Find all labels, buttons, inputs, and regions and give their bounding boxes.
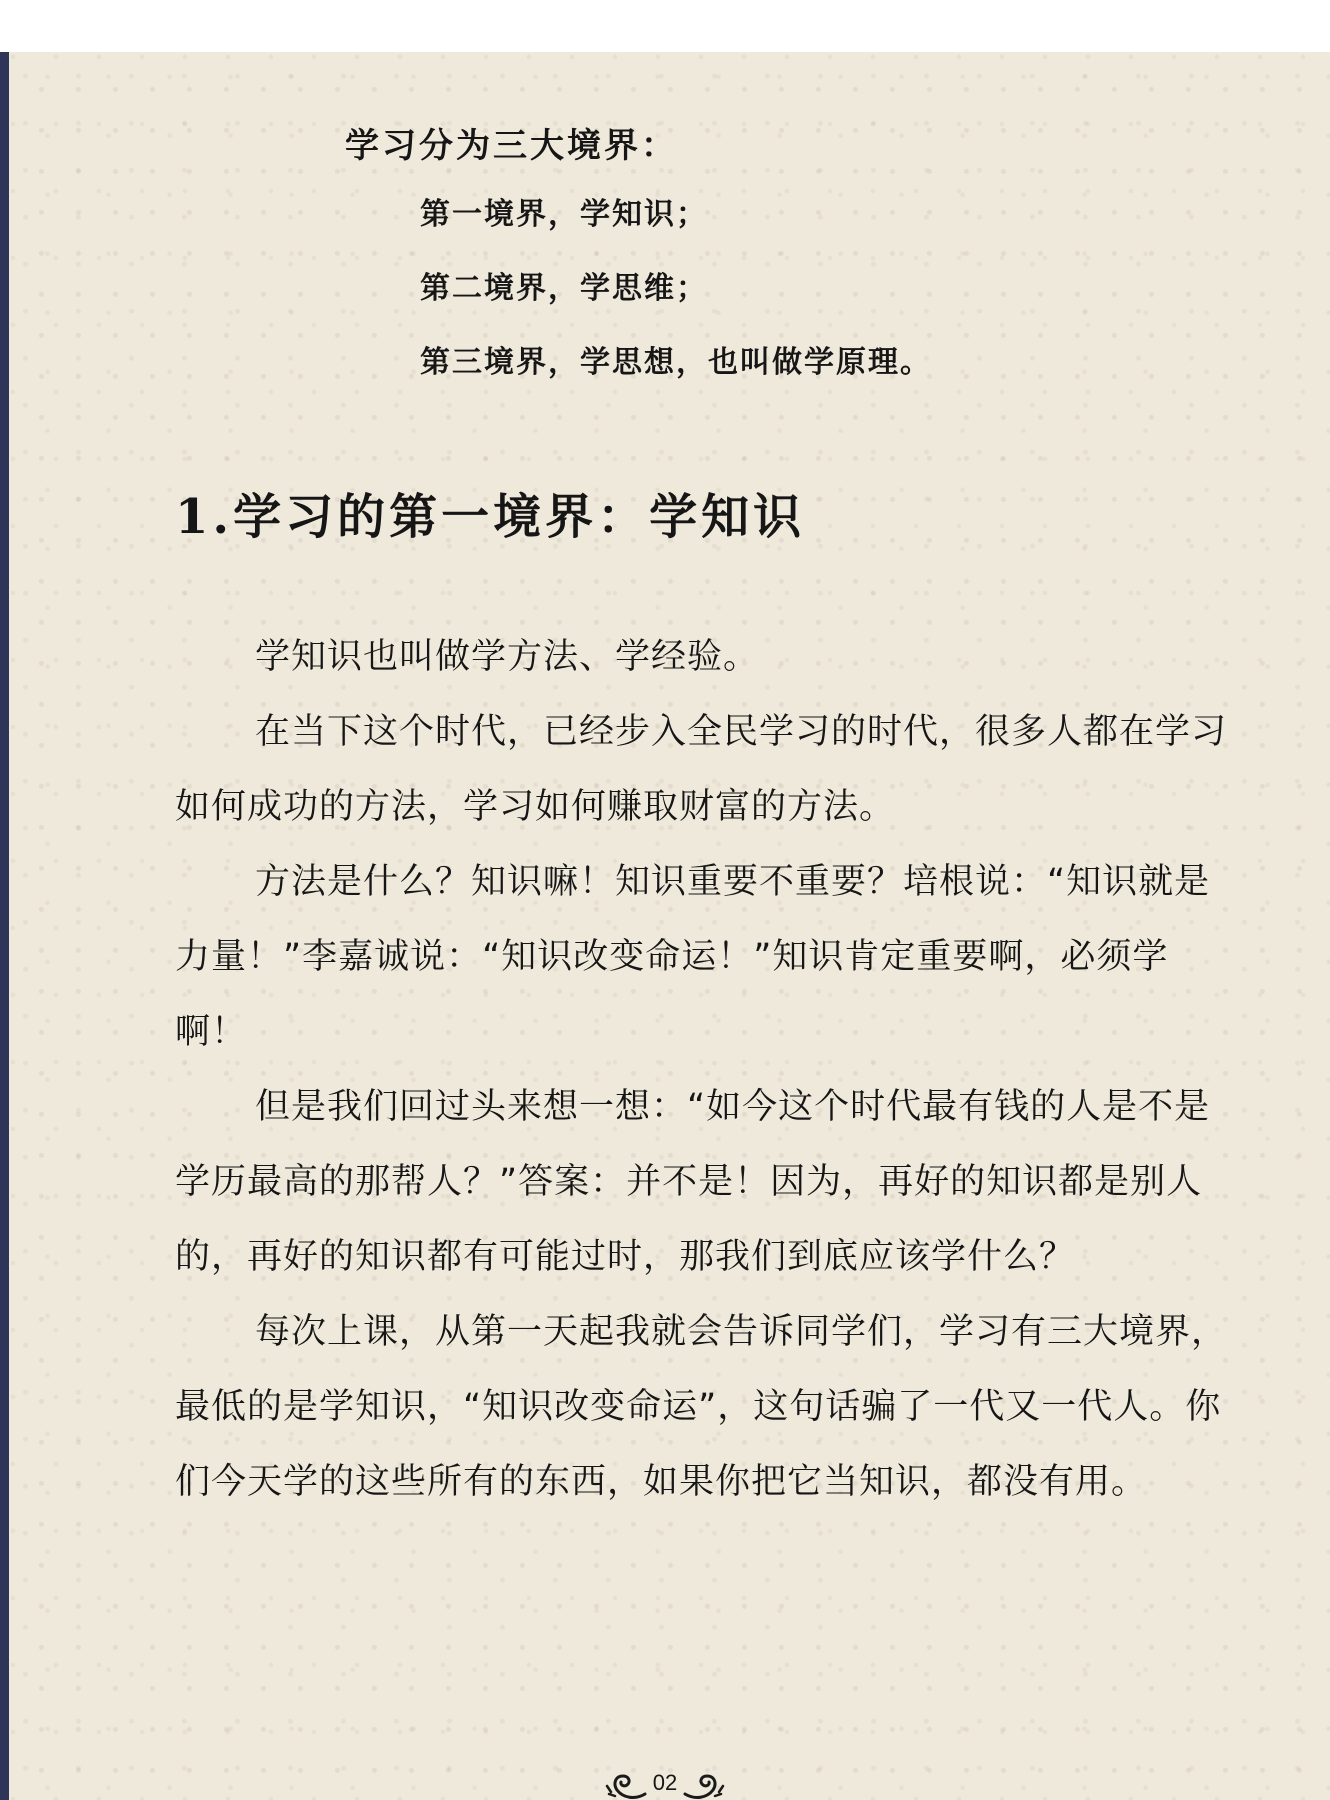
realm-item-2: 第二境界，学思维； (420, 271, 708, 306)
section-heading: 1.学习的第一境界：学知识 (175, 489, 806, 545)
dragon-icon (605, 1772, 647, 1800)
paragraph-1: 学知识也叫做学方法、学经验。 (255, 637, 760, 677)
realm-intro-title: 学习分为三大境界： (345, 126, 678, 166)
page-number: 02 (652, 1770, 678, 1795)
book-spine-edge (0, 52, 9, 1800)
page-footer (605, 1762, 725, 1800)
body-text (175, 620, 1235, 1520)
realm-item-1: 第一境界，学知识； (420, 197, 708, 232)
realm-item-3: 第三境界，学思想，也叫做学原理。 (420, 345, 932, 380)
paragraph-4: 但是我们回过头来想一想：“如今这个时代最有钱的人是不是学历最高的那帮人？”答案：并不是！因为，再好的知识都是别人的，再好的知识都有可能过时，那我们到底应该学什么？ (175, 1087, 1211, 1277)
paragraph-3: 方法是什么？知识嘛！知识重要不重要？培根说：“知识就是力量！”李嘉诚说：“知识改变命运！”知识肯定重要啊，必须学啊！ (175, 862, 1211, 1052)
realm-list (420, 195, 932, 417)
dragon-icon (683, 1772, 725, 1800)
paragraph-5: 每次上课，从第一天起我就会告诉同学们，学习有三大境界，最低的是学知识，“知识改变命运”，这句话骗了一代又一代人。你们今天学的这些所有的东西，如果你把它当知识，都没有用。 (175, 1312, 1228, 1502)
paragraph-2: 在当下这个时代，已经步入全民学习的时代，很多人都在学习如何成功的方法，学习如何赚取财富的方法。 (175, 712, 1228, 827)
top-margin (0, 0, 1330, 52)
